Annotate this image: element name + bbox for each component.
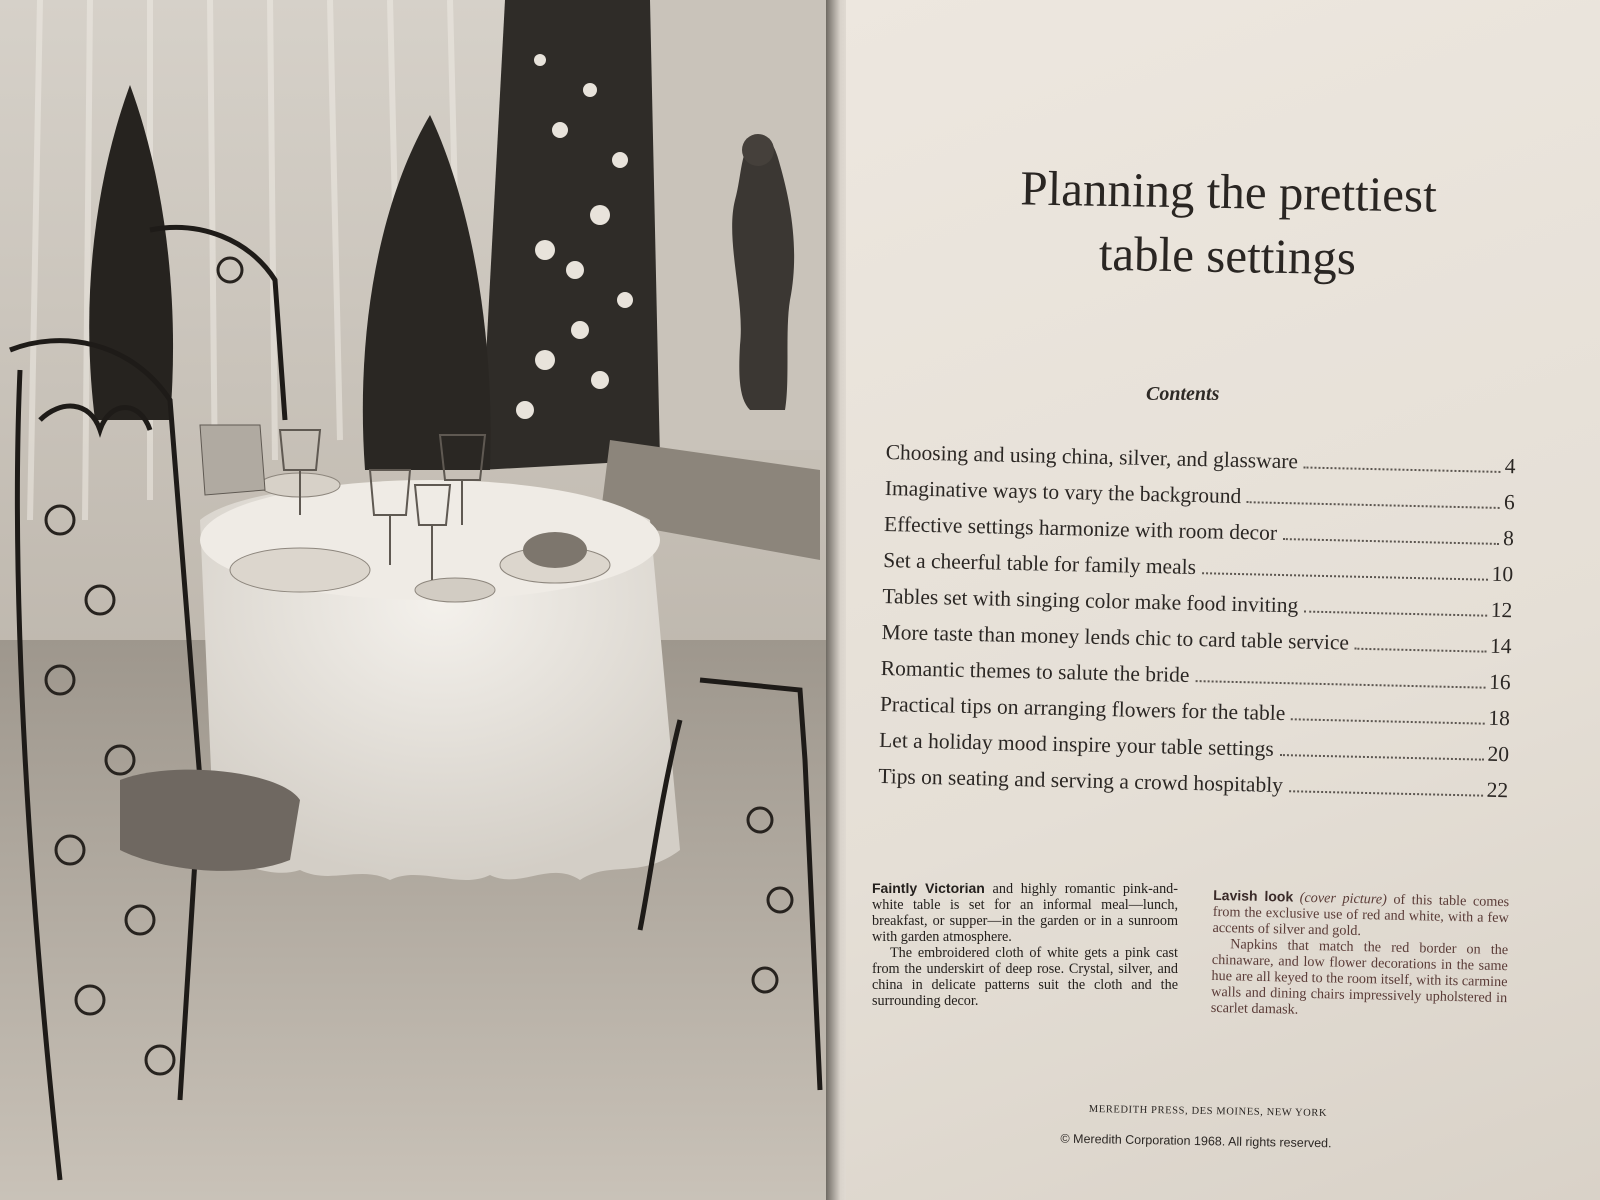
- caption-paragraph: of this table comes from the exclusive use of red and white, with a few accents of silver and gold.: [1212, 891, 1510, 940]
- toc-entry: More taste than money lends chic to card table service 14: [881, 619, 1512, 659]
- page-title: [957, 155, 1499, 292]
- toc-entry: Let a holiday mood inspire your table settings 20: [878, 727, 1510, 767]
- caption-paragraph: Napkins that match the red border on the chinaware, and low flower decorations in the same hue are all keyed to the room itself, with its carmine walls and dining chairs impressively upholstered in scarlet damask.: [1210, 936, 1509, 1018]
- caption-aside: (cover picture): [1299, 889, 1388, 908]
- toc-entry: Set a cheerful table for family meals 10: [883, 547, 1514, 587]
- caption-lead: Faintly Victorian: [872, 880, 985, 896]
- caption-paragraph: The embroidered cloth of white gets a pink cast from the underskirt of deep rose. Crystal, silver, and china in delicate patterns suit the cloth and the surrounding decor.: [872, 945, 1178, 1009]
- contents-page: [846, 0, 1600, 1200]
- copyright-line: © Meredith Corporation 1968. All rights reserved.: [1060, 1131, 1332, 1151]
- toc-entry: Imaginative ways to vary the background 6: [884, 475, 1516, 515]
- table-of-contents: [878, 440, 1516, 814]
- caption-lead: Lavish look: [1213, 886, 1294, 905]
- toc-entry: Tips on seating and serving a crowd hospitably 22: [878, 763, 1509, 803]
- toc-entry: Effective settings harmonize with room decor 8: [883, 511, 1515, 551]
- contents-heading: Contents: [1146, 383, 1220, 405]
- title-line-2: table settings: [1098, 225, 1357, 286]
- toc-entry: Tables set with singing color make food inviting 12: [882, 583, 1513, 623]
- toc-entry: Choosing and using china, silver, and glassware 4: [885, 440, 1516, 479]
- publisher-line: MEREDITH PRESS, DES MOINES, NEW YORK: [1088, 1103, 1328, 1120]
- photo-caption-left: [872, 880, 1178, 1009]
- title-line-1: Planning the prettiest: [1019, 160, 1438, 223]
- toc-entry: Practical tips on arranging flowers for the table 18: [879, 691, 1511, 731]
- toc-entry: Romantic themes to salute the bride 16: [880, 655, 1511, 695]
- caption-paragraph: and highly romantic pink-and-white table is set for an informal meal—lunch, breakfast, or supper—in the garden or in a sunroom with garden atmosphere.: [872, 881, 1178, 945]
- cover-caption-right: [1211, 887, 1510, 1022]
